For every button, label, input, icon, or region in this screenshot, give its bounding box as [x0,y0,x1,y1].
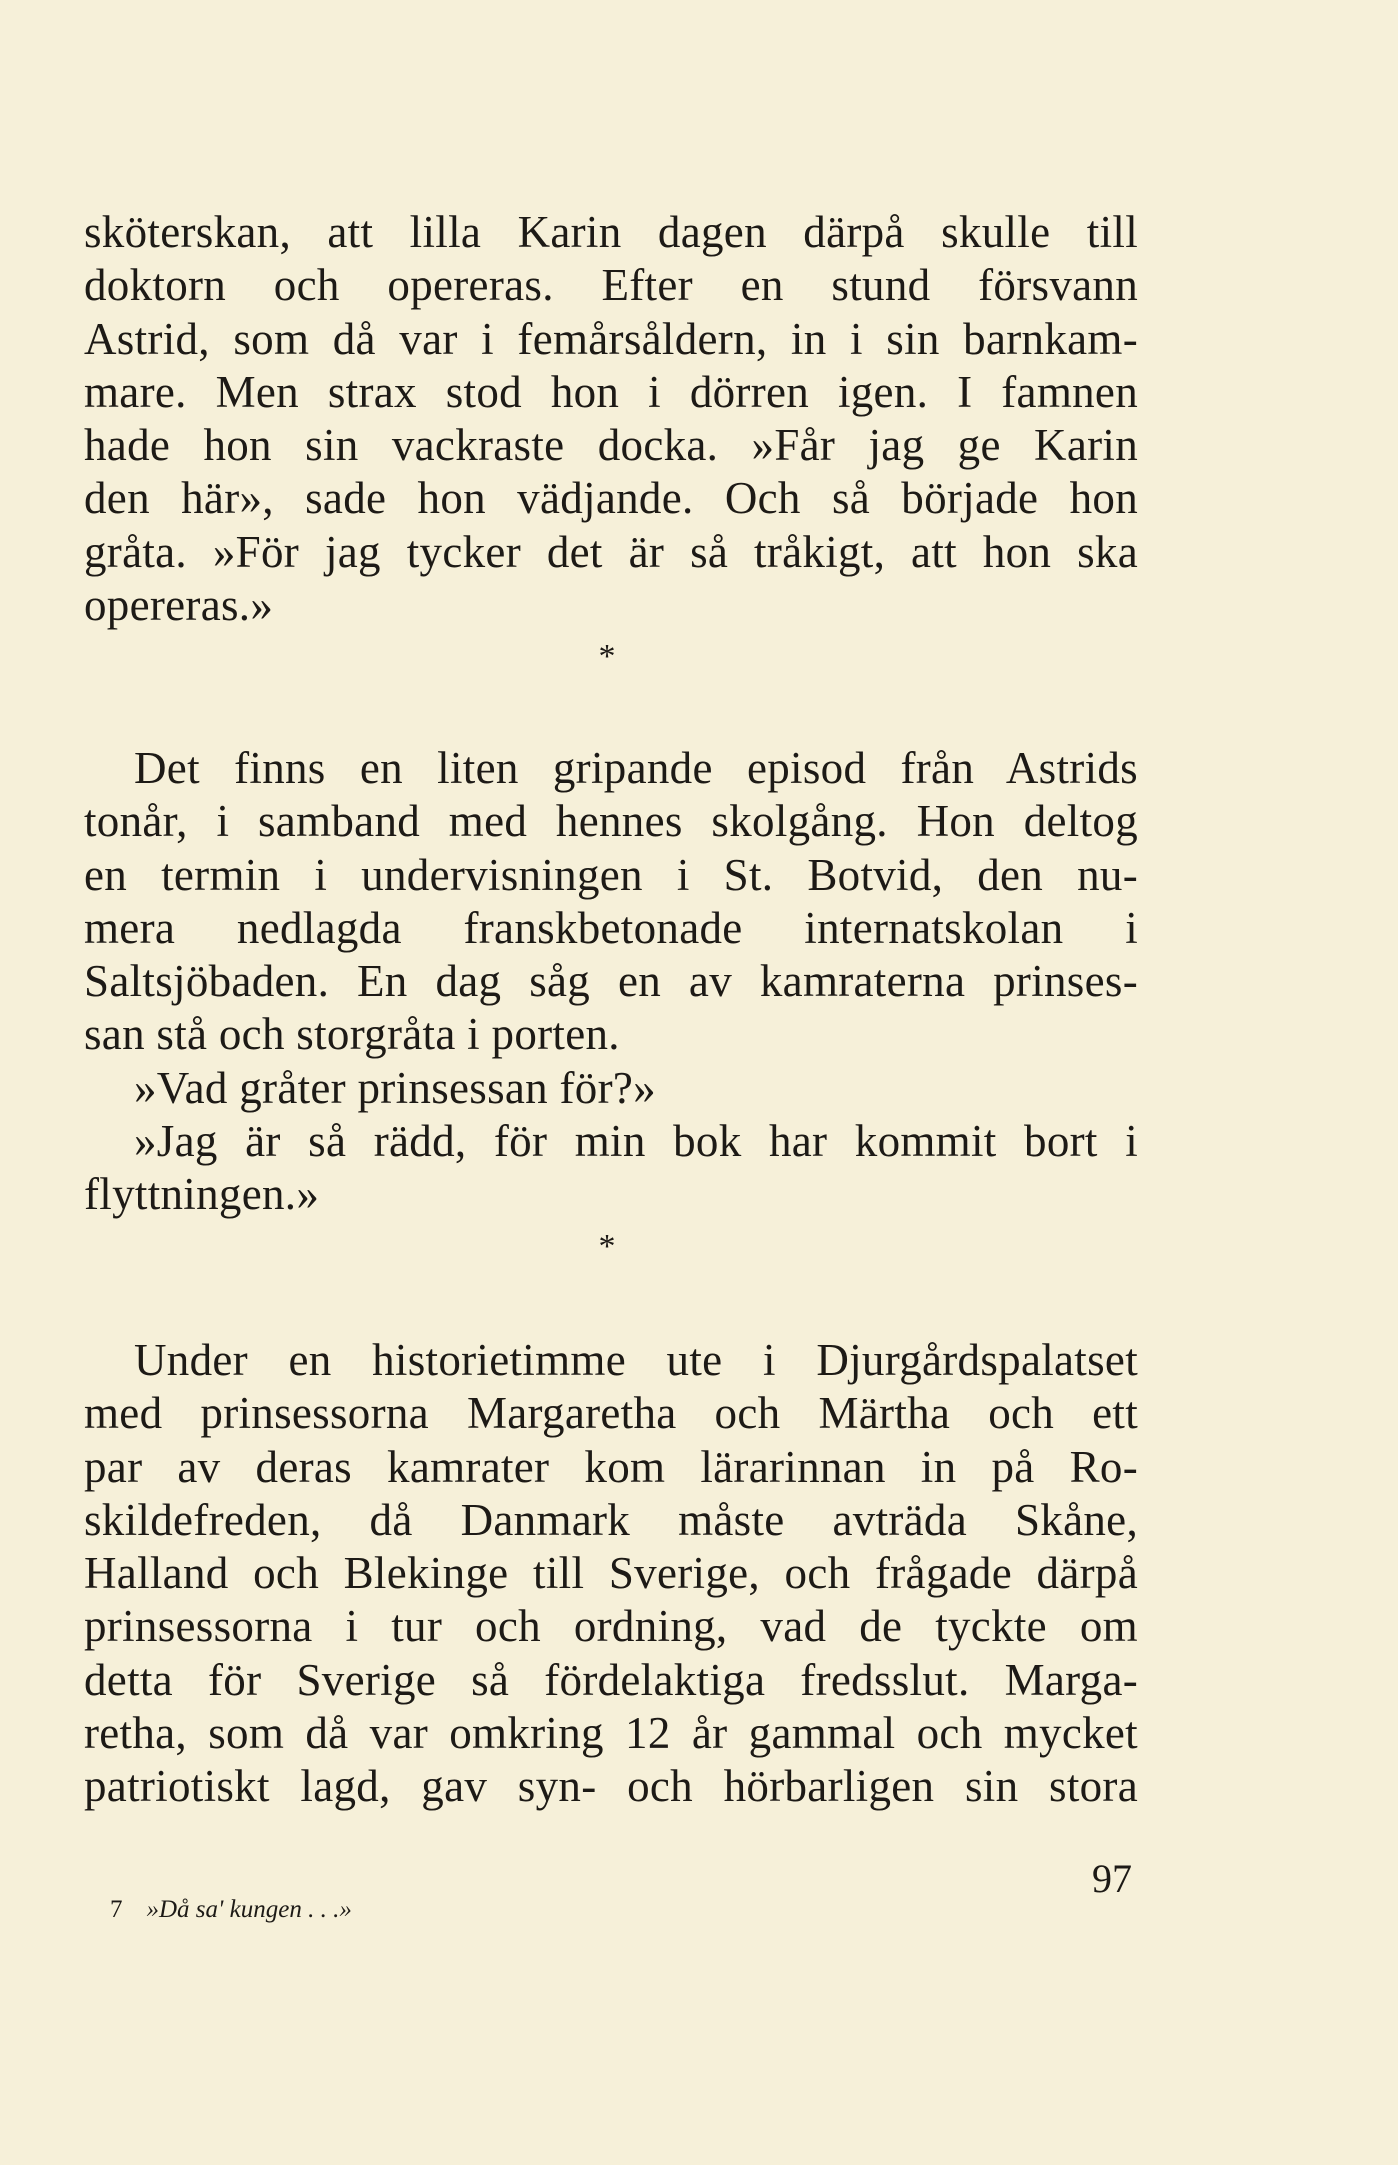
text-line: patriotiskt lagd, gav syn- och hörbarligen sin stora [84,1761,1138,1812]
text-line: hade hon sin vackraste docka. »Får jag ge Karin [84,420,1138,471]
text-line: en termin i undervisningen i St. Botvid, den nu- [84,849,1138,900]
text-line: tonår, i samband med hennes skolgång. Hon deltog [84,796,1138,847]
text-line: san stå och storgråta i porten. [84,1009,620,1060]
text-line: »Jag är så rädd, för min bok har kommit bort i [134,1116,1138,1167]
printer-signature [110,1896,352,1924]
text-line: flyttningen.» [84,1169,320,1220]
text-line: Saltsjöbaden. En dag såg en av kamraterna prinses- [84,956,1138,1007]
paragraph-2 [84,742,1138,1222]
text-line: opereras.» [84,580,274,631]
section-separator: * [598,638,616,675]
text-line: skildefreden, då Danmark måste avträda Skåne, [84,1494,1138,1545]
text-line: Halland och Blekinge till Sverige, och frågade därpå [84,1548,1138,1599]
text-line: Under en historietimme ute i Djurgårdspalatset [134,1335,1138,1385]
text-line: Det finns en liten gripande episod från Astrids [134,743,1138,793]
text-line: mare. Men strax stod hon i dörren igen. I famnen [84,366,1138,417]
text-line: med prinsessorna Margaretha och Märtha och ett [84,1388,1138,1439]
text-line: par av deras kamrater kom lärarinnan in på Ro- [84,1441,1138,1492]
section-separator: * [598,1228,616,1265]
text-line: prinsessorna i tur och ordning, vad de tyckte om [84,1601,1138,1652]
signature-number: 7 [110,1896,123,1923]
text-line: »Vad gråter prinsessan för?» [134,1062,656,1113]
text-line: mera nedlagda franskbetonade internatskolan i [84,902,1138,953]
text-line: sköterskan, att lilla Karin dagen därpå skulle till [84,207,1138,257]
signature-text: »Då sa' kungen . . .» [146,1896,352,1923]
text-line: detta för Sverige så fördelaktiga fredsslut. Marga- [84,1654,1138,1705]
text-line: gråta. »För jag tycker det är så tråkigt, att hon ska [84,526,1138,577]
text-line: retha, som då var omkring 12 år gammal och mycket [84,1708,1138,1759]
text-line: den här», sade hon vädjande. Och så började hon [84,473,1138,524]
page-number: 97 [1092,1856,1132,1901]
paragraph-1 [84,206,1138,632]
paragraph-3 [84,1334,1138,1814]
text-line: doktorn och opereras. Efter en stund försvann [84,260,1138,311]
text-line: Astrid, som då var i femårsåldern, in i sin barnkam- [84,313,1138,364]
